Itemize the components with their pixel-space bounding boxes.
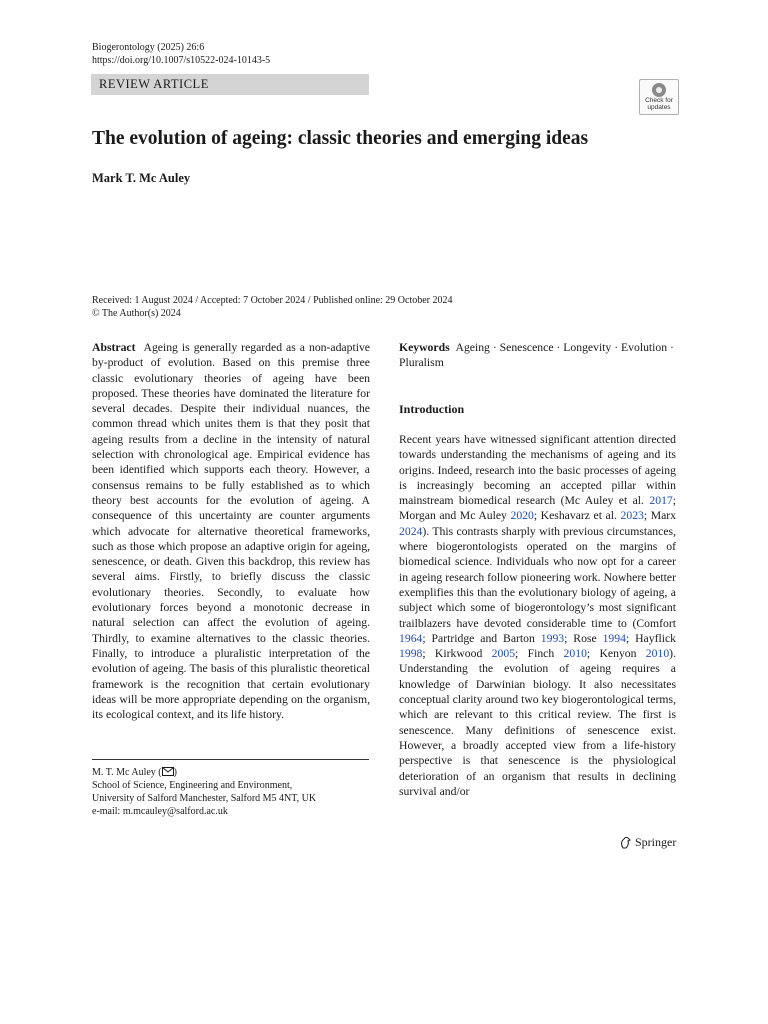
citation-link[interactable]: 2024: [399, 524, 423, 538]
doi-link[interactable]: https://doi.org/10.1007/s10522-024-10143-5: [92, 55, 271, 66]
keywords-label: Keywords: [399, 341, 450, 354]
author-name[interactable]: Mark T. Mc Auley: [92, 171, 191, 185]
citation-link[interactable]: 2005: [491, 647, 516, 661]
journal-citation: Biogerontology (2025) 26:6: [92, 42, 205, 53]
journal-header: [92, 41, 270, 67]
citation-link[interactable]: 2010: [645, 647, 670, 661]
check-for-updates-badge[interactable]: Check for updates: [639, 79, 679, 115]
copyright-line: © The Author(s) 2024: [92, 308, 181, 319]
school-line: School of Science, Engineering and Environment,: [92, 780, 293, 791]
citation-link[interactable]: 1993: [540, 631, 565, 645]
citation-link[interactable]: 2010: [563, 647, 587, 661]
corresponding-author: M. T. Mc Auley ( ): [92, 767, 177, 778]
publisher-name: Springer: [635, 835, 677, 849]
citation-link[interactable]: 1964: [399, 631, 423, 645]
dates-line: Received: 1 August 2024 / Accepted: 7 October 2024 / Published online: 29 October 2024: [92, 295, 453, 306]
citation-link[interactable]: 2020: [510, 509, 534, 523]
introduction-heading: Introduction: [399, 402, 465, 416]
affiliation-divider: [92, 759, 369, 760]
email-line[interactable]: e-mail: m.mcauley@salford.ac.uk: [92, 806, 228, 817]
article-type-banner: REVIEW ARTICLE: [91, 74, 369, 95]
citation-link[interactable]: 2017: [649, 494, 673, 508]
article-title: The evolution of ageing: classic theories and emerging ideas: [92, 128, 589, 149]
abstract-text: Ageing is generally regarded as a non-adaptive by-product of evolution. Based on this premise three classic evolutionary theories of ageing have been proposed. These theories have dominated the literature for several decades. Despite their individual nuances, the common thread which unites them is that they posit that ageing results from a decline in the intensity of natural selection with chronological age. Empirical evidence has been identified which supports each theory. However, a consensus remains to be fully established as to which theory best accounts for the evolution of ageing. A consequence of this uncertainty are counter arguments which advocate for alternative theoretical frameworks, such as those which propose an adaptive origin for ageing, senescence, or death. Given this backdrop, this review has several aims. Firstly, to briefly discuss the classic evolutionary theories. Secondly, to evaluate how evolutionary forces beyond a monotonic decrease in natural selection can affect the evolution of ageing. Thirdly, to examine alternatives to the classic theories. Finally, to introduce a pluralistic interpretation of the evolution of ageing. The basis of this pluralistic theoretical framework is the recognition that certain evolutionary ideas will be more appropriate depending on the organism, its ecological context, and its life history.: [92, 341, 370, 722]
keywords-text: Ageing · Senescence · Longevity · Evolution · Pluralism: [399, 341, 674, 370]
author-affiliation: [92, 766, 316, 818]
citation-link[interactable]: 1994: [602, 631, 626, 645]
citation-link[interactable]: 1998: [399, 647, 423, 661]
publisher-footer: [620, 835, 676, 850]
publication-dates: [92, 294, 453, 320]
introduction-body: Recent years have witnessed significant attention directed towards understanding the mechanisms of ageing and its origins. Indeed, research into the basic processes of ageing is increasingly becoming an accepted pillar within mainstream biomedical research (Mc Auley et al. 2017; Morgan and Mc Auley 2020; Keshavarz et al. 2023; Marx 2024). This contrasts sharply with previous circumstances, where biogerontologists operated on the margins of biomedical science. Individuals who now opt for a career in ageing research follow pioneering work. Nowhere better exemplifies this than the evolutionary biology of ageing, a subject which some of biogerontology’s most significant trailblazers have devoted considerable time to (Comfort 1964; Partridge and Barton 1993; Rose 1994; Hayflick 1998; Kirkwood 2005; Finch 2010; Kenyon 2010). Understanding the evolution of ageing requires a knowledge of Darwinian biology. It also necessitates conceptual clarity around two key biogerontological terms, which are relevant to this critical review. The first is senescence. Many definitions of senescence exist. However, a broadly accepted view from a life-history perspective is that senescence is the physiological deterioration of an organism that results in declining survival and/or: [399, 433, 677, 798]
envelope-icon[interactable]: [162, 767, 174, 776]
university-line: University of Salford Manchester, Salford M5 4NT, UK: [92, 793, 317, 804]
abstract-label: Abstract: [92, 341, 136, 354]
citation-link[interactable]: 2023: [620, 509, 644, 523]
abstract: [92, 340, 370, 722]
springer-horse-icon: [620, 836, 631, 849]
keywords: [399, 340, 676, 371]
